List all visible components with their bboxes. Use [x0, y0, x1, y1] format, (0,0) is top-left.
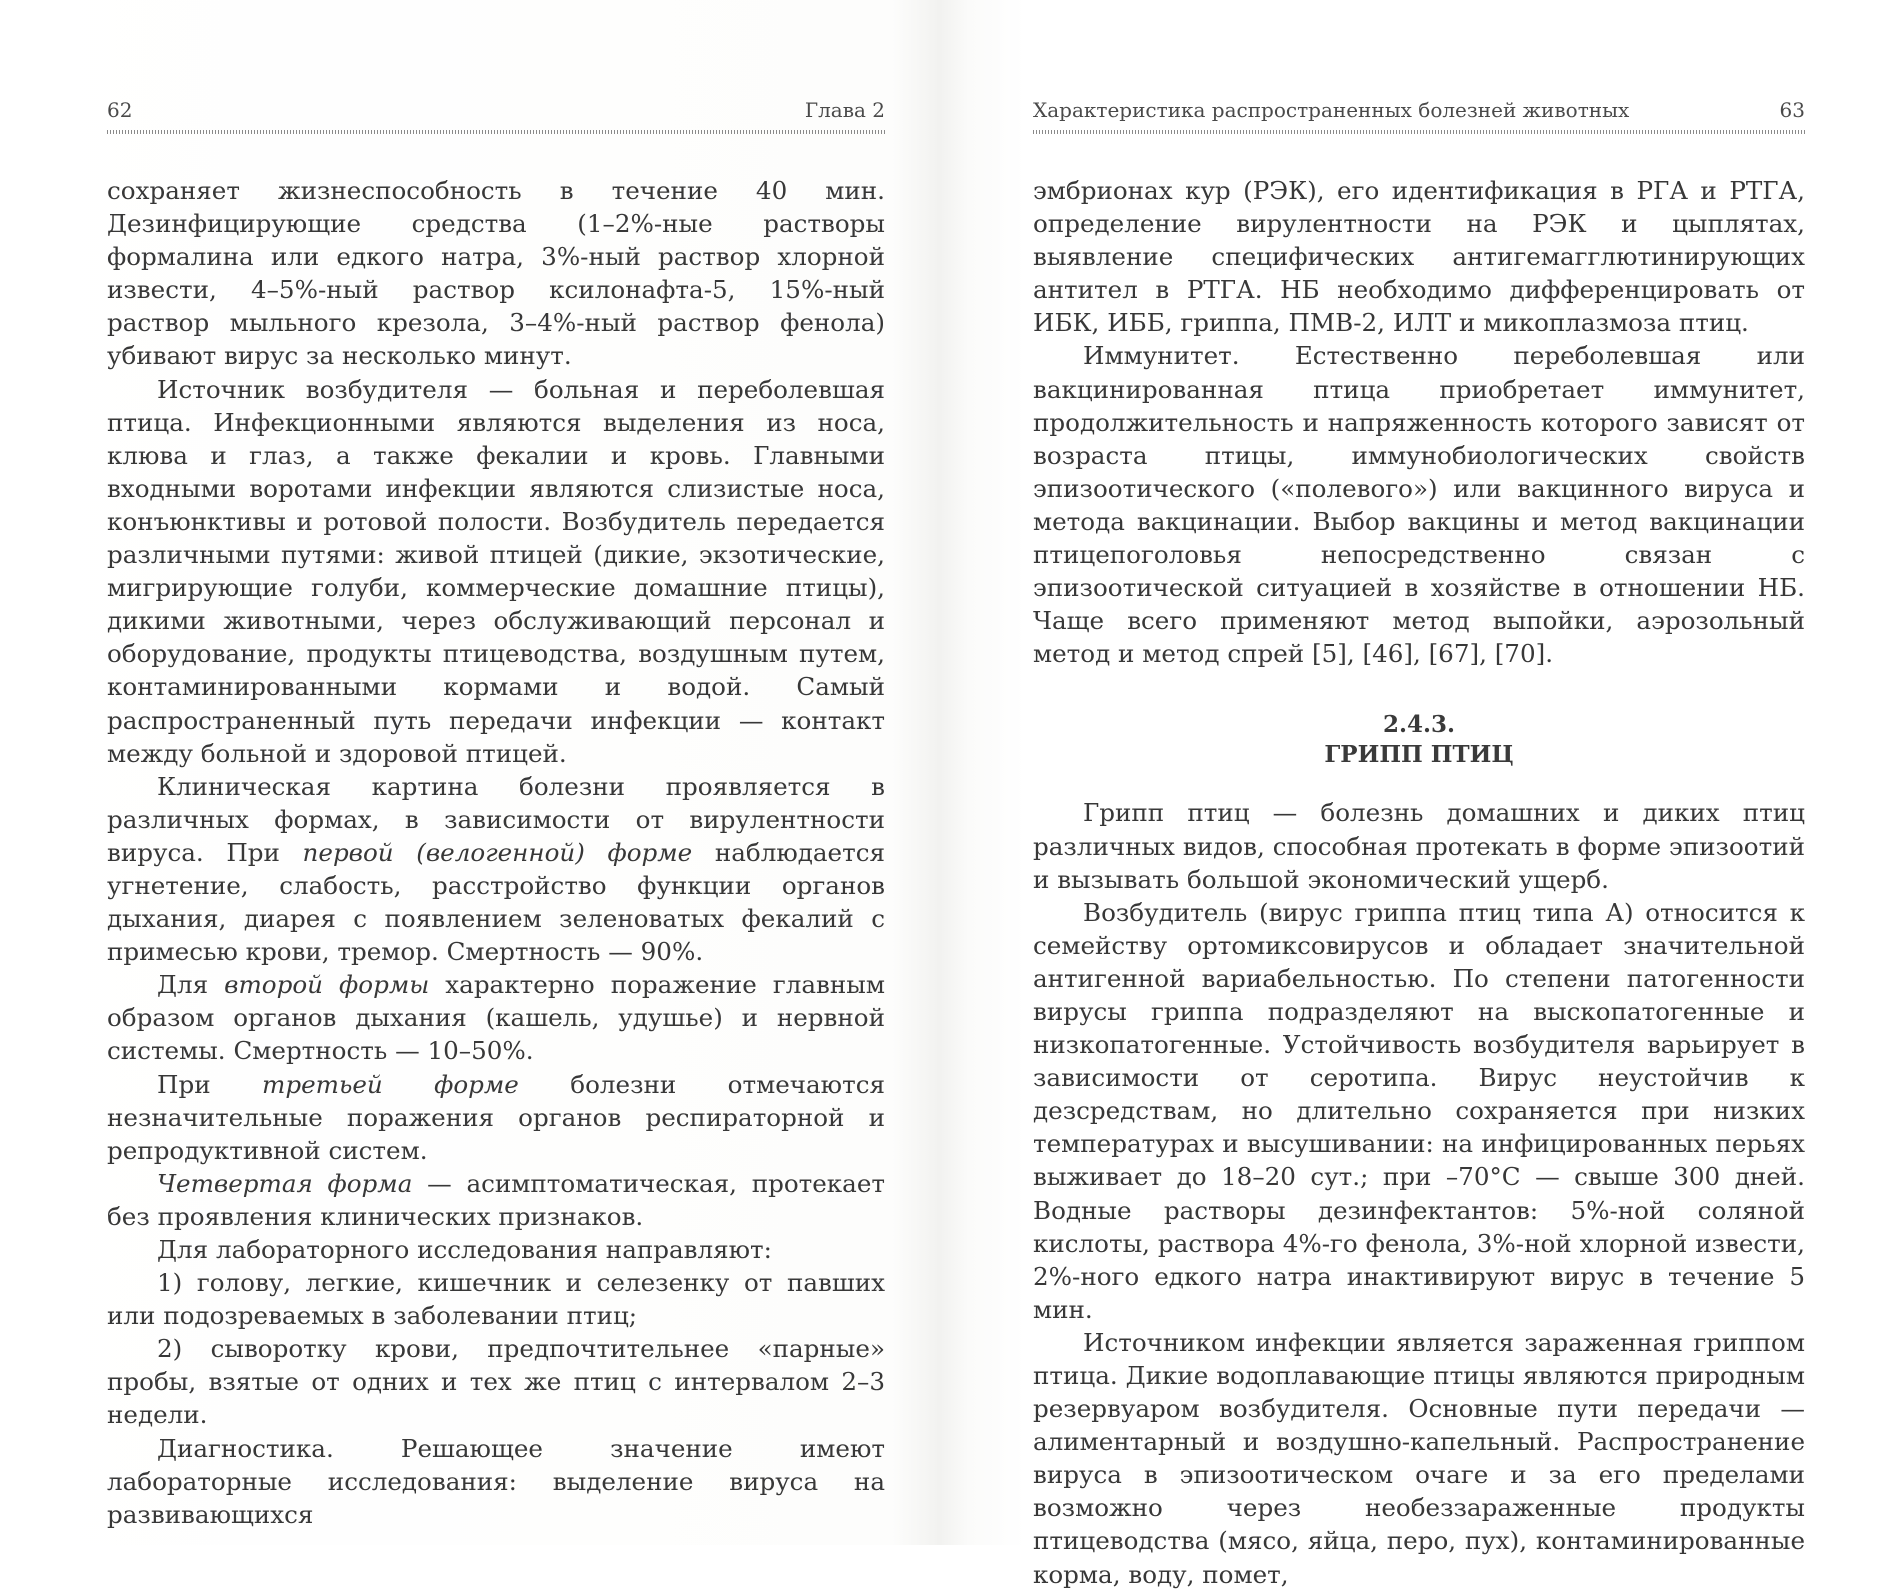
paragraph: Источником инфекции является зараженная гриппом птица. Дикие водоплавающие птицы являются природным резервуаром возбудителя. Основные пути передачи — алиментарный и воздушно-капельный. Распространение вируса в эпизоотическом очаге и за его пределами возможно через необеззараженные продукты птицеводства (мясо, яйца, перо, пух), контаминированные корма, воду, помет,: [1033, 1327, 1805, 1589]
section-number: 2.4.3.: [1382, 711, 1456, 739]
section-running-title: Характеристика распространенных болезней животных: [1033, 98, 1630, 122]
italic-term: первой (велогенной) форме: [302, 837, 693, 867]
paragraph: Для лабораторного исследования направляют:: [157, 1235, 772, 1264]
paragraph: Грипп птиц — болезнь домашних и диких птиц различных видов, способная протекать в форме эпизоотий и вызывать большой экономический ущерб.: [1033, 798, 1805, 894]
paragraph: Диагностика. Решающее значение имеют лабораторные исследования: выделение вируса на развивающихся: [107, 1433, 885, 1529]
paragraph: Иммунитет. Естественно переболевшая или вакцинированная птица приобретает иммунитет, продолжительность и напряженность которого зависят от возраста птицы, иммунобиологических свойств эпизоотического («полевого») или вакцинного вируса и метода вакцинации. Выбор вакцины и метод вакцинации птицепоголовья непосредственно связан с эпизоотической ситуацией в хозяйстве в отношении НБ. Чаще всего применяют метод выпойки, аэрозольный метод и метод спрей [5], [46], [67], [70].: [1033, 341, 1805, 669]
right-page-body: [1033, 174, 1805, 1591]
paragraph: сохраняет жизнеспособность в течение 40 мин. Дезинфицирующие средства (1–2%-ные растворы формалина или едкого натра, 3%-ный раствор хлорной извести, 4–5%-ный раствор ксилонафта-5, 15%-ный раствор мыльного крезола, 3–4%-ный раствор фенола) убивают вирус за несколько минут.: [107, 176, 885, 371]
header-rule: [107, 130, 885, 134]
paragraph: эмбрионах кур (РЭК), его идентификация в РГА и РТГА, определение вирулентности на РЭК и цыплятах, выявление специфических антигемагглютинирующих антител в РТГА. НБ необходимо дифференцировать от ИБК, ИББ, гриппа, ПМВ-2, ИЛТ и микоплазмоза птиц.: [1033, 176, 1805, 338]
paragraph: Возбудитель (вирус гриппа птиц типа А) относится к семейству ортомиксовирусов и обладает значительной антигенной вариабельностью. По степени патогенности вирусы гриппа подразделяют на выскопатогенные и низкопатогенные. Устойчивость возбудителя варьирует в зависимости от серотипа. Вирус неустойчив к дезсредствам, но длительно сохраняется при низких температурах и высушивании: на инфицированных перьях выживает до 18–20 сут.; при –70°С — свыше 300 дней. Водные растворы дезинфектантов: 5%-ной соляной кислоты, раствора 4%-го фенола, 3%-ной хлорной извести, 2%-ного едкого натра инактивируют вирус в течение 5 мин.: [1033, 897, 1805, 1324]
paragraph: Клиническая картина болезни проявляется в различных формах, в зависимости от вирулентности вируса. При первой (велогенной) форме наблюдается угнетение, слабость, расстройство функции органов дыхания, диарея с появлением зеленоватых фекалий с примесью крови, тремор. Смертность — 90%.: [107, 771, 885, 967]
paragraph: Для второй формы характерно поражение главным образом органов дыхания (кашель, удушье) и нервной системы. Смертность — 10–50%.: [107, 970, 885, 1066]
paragraph: Четвертая форма — асимптоматическая, протекает без проявления клинических признаков.: [107, 1168, 885, 1231]
page-number: 62: [107, 98, 133, 122]
section-heading: [1033, 710, 1805, 770]
paragraph: При третьей форме болезни отмечаются незначительные поражения органов респираторной и репродуктивной систем.: [107, 1069, 885, 1165]
list-item: 1) голову, легкие, кишечник и селезенку от павших или подозреваемых в заболевании птиц;: [107, 1268, 885, 1331]
left-page: [107, 92, 885, 1531]
running-header-left: [107, 92, 885, 130]
page-number: 63: [1779, 98, 1805, 122]
paragraph: Источник возбудителя — больная и переболевшая птица. Инфекционными являются выделения из носа, клюва и глаз, а также фекалии и кровь. Главными входными воротами инфекции являются слизистые носа, конъюнктивы и ротовой полости. Возбудитель передается различными путями: живой птицей (дикие, экзотические, мигрирующие голуби, коммерческие домашние птицы), дикими животными, через обслуживающий персонал и оборудование, продукты птицеводства, воздушным путем, контаминированными кормами и водой. Самый распространенный путь передачи инфекции — контакт между больной и здоровой птицей.: [107, 374, 885, 768]
italic-term: третьей форме: [262, 1069, 519, 1099]
header-rule: [1033, 130, 1805, 134]
italic-term: второй формы: [224, 970, 430, 1000]
chapter-title: Глава 2: [804, 98, 885, 122]
section-title: ГРИПП ПТИЦ: [1324, 741, 1514, 769]
list-item: 2) сыворотку крови, предпочтительнее «парные» пробы, взятые от одних и тех же птиц с интервалом 2–3 недели.: [107, 1334, 885, 1430]
right-page: [1033, 92, 1805, 1591]
left-page-body: [107, 174, 885, 1531]
running-header-right: [1033, 92, 1805, 130]
italic-term: Четвертая форма: [157, 1168, 413, 1198]
